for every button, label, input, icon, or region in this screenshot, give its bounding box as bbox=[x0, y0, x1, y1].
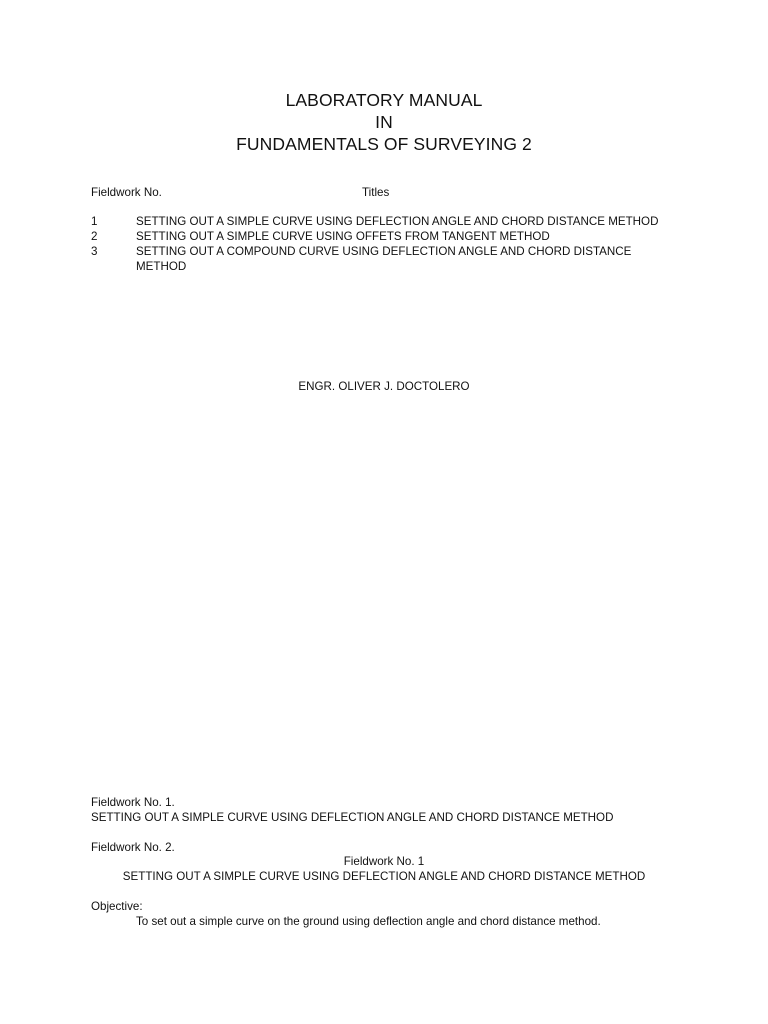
toc-item bbox=[91, 229, 681, 244]
objective-label: Objective: bbox=[91, 900, 143, 913]
toc-item-title: SETTING OUT A SIMPLE CURVE USING DEFLECTION ANGLE AND CHORD DISTANCE METHOD bbox=[136, 215, 659, 228]
title-line-1: LABORATORY MANUAL bbox=[285, 90, 483, 110]
toc-header-fieldwork: Fieldwork No. bbox=[91, 186, 162, 199]
title-line-3: FUNDAMENTALS OF SURVEYING 2 bbox=[236, 134, 532, 154]
toc-item-title: SETTING OUT A SIMPLE CURVE USING OFFETS FROM TANGENT METHOD bbox=[136, 230, 550, 243]
table-of-contents bbox=[91, 214, 681, 274]
fieldwork-section-title: SETTING OUT A SIMPLE CURVE USING DEFLECTION ANGLE AND CHORD DISTANCE METHOD bbox=[122, 870, 646, 883]
fieldwork-section-number: Fieldwork No. 1 bbox=[343, 855, 425, 868]
fieldwork-section-heading bbox=[91, 854, 677, 884]
fieldwork-entry bbox=[91, 795, 691, 825]
document-title bbox=[0, 89, 768, 155]
toc-item bbox=[91, 214, 681, 229]
toc-item-title: SETTING OUT A COMPOUND CURVE USING DEFLECTION ANGLE AND CHORD DISTANCE METHOD bbox=[136, 245, 632, 273]
fieldwork-entry-title: SETTING OUT A SIMPLE CURVE USING DEFLECTION ANGLE AND CHORD DISTANCE METHOD bbox=[91, 811, 614, 824]
toc-item-number: 2 bbox=[91, 230, 98, 243]
fieldwork-entry-label: Fieldwork No. 2. bbox=[91, 841, 175, 854]
author-name: ENGR. OLIVER J. DOCTOLERO bbox=[298, 380, 470, 393]
title-line-2: IN bbox=[375, 112, 393, 132]
toc-header-titles: Titles bbox=[362, 186, 390, 199]
fieldwork-entry-label: Fieldwork No. 1. bbox=[91, 796, 175, 809]
toc-item bbox=[91, 244, 681, 274]
toc-item-number: 1 bbox=[91, 215, 98, 228]
objective-section bbox=[91, 899, 677, 929]
toc-item-number: 3 bbox=[91, 245, 98, 258]
fieldwork-entry bbox=[91, 840, 691, 855]
objective-text: To set out a simple curve on the ground using deflection angle and chord distance method. bbox=[136, 915, 601, 928]
